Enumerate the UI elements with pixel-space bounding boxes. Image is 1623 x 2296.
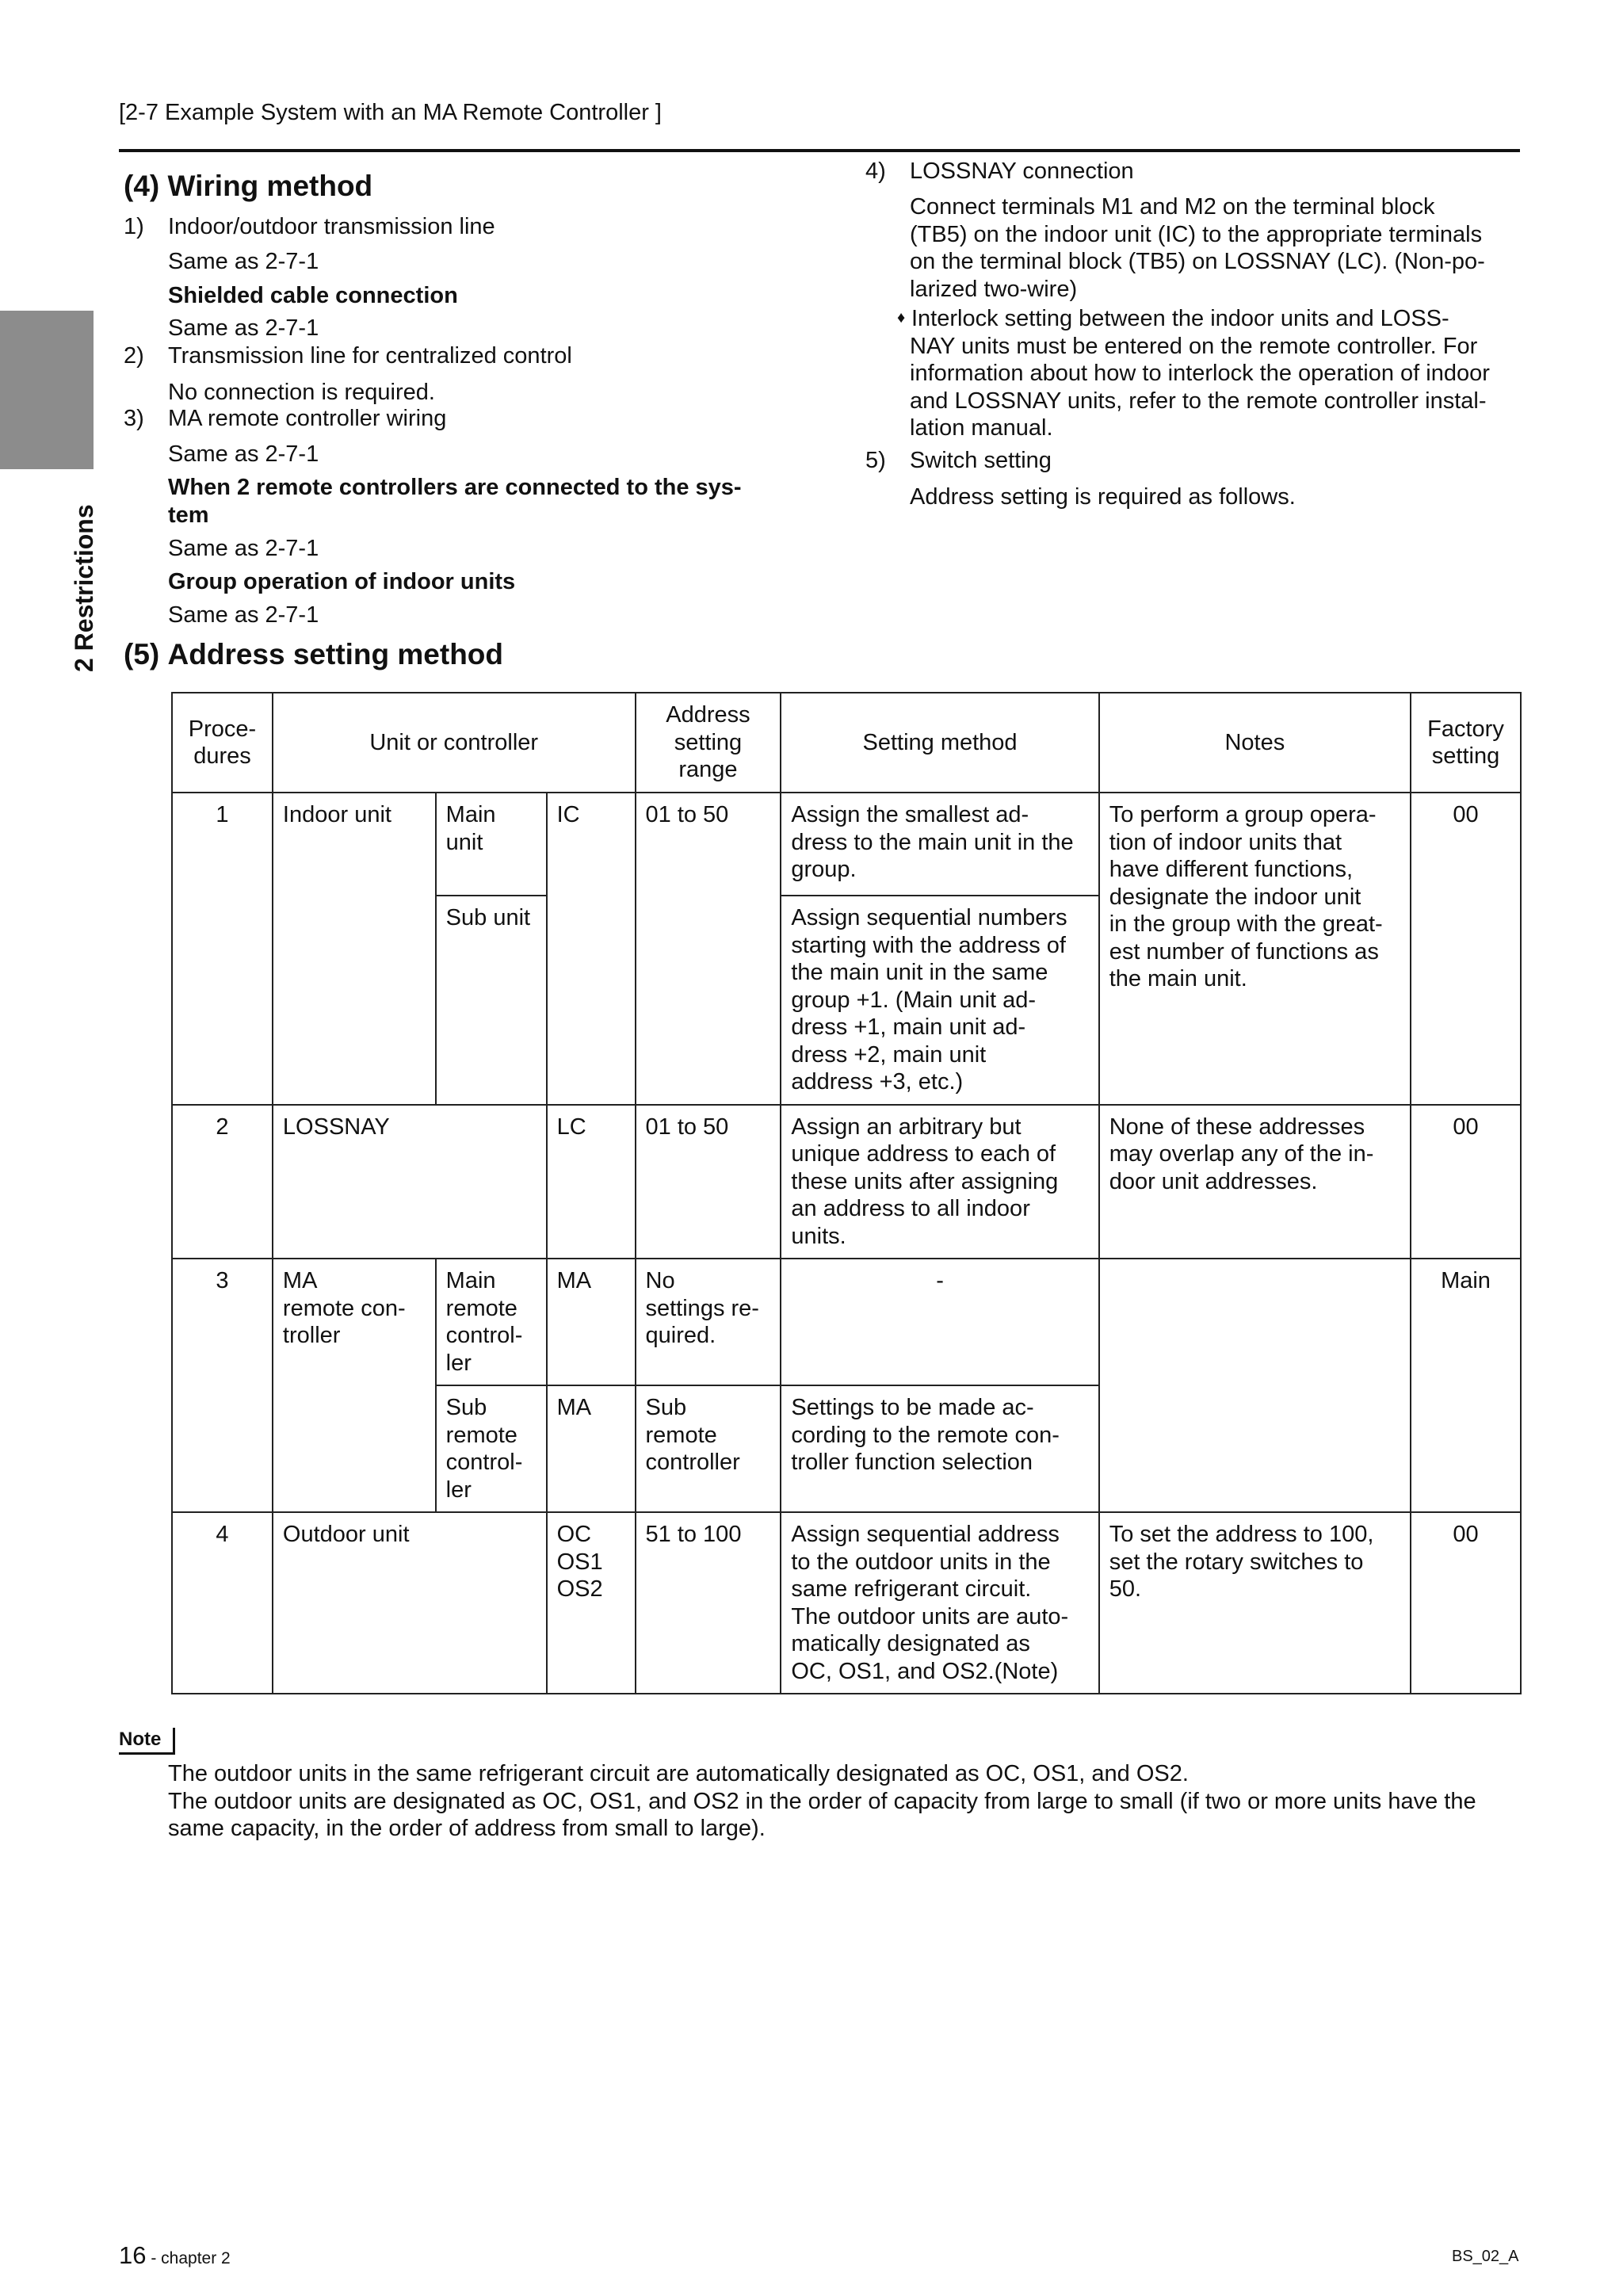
list-item <box>865 158 1523 185</box>
list-item <box>124 213 837 240</box>
list-item-text: LOSSNAY connection <box>910 159 1134 184</box>
note-text <box>168 1760 1523 1843</box>
page-footer <box>119 2241 231 2270</box>
subheading-group-operation: Group operation of indoor units <box>168 569 516 594</box>
cell-notes <box>1099 1259 1411 1512</box>
cell-range: 01 to 50 <box>636 1105 781 1259</box>
page-number: 16 <box>119 2241 147 2269</box>
cell-unit: MA remote con- troller <box>273 1259 436 1512</box>
cell-method: Settings to be made ac- cording to the remote con- troller function selection <box>781 1385 1098 1512</box>
switch-setting-text: Address setting is required as follows. <box>910 484 1296 510</box>
note-line: The outdoor units in the same refrigerant circuit are automatically designated as OC, OS1, and OS2. <box>168 1761 1189 1786</box>
list-item <box>124 342 837 369</box>
note-line: The outdoor units are designated as OC, OS1, and OS2 in the order of capacity from large to small (if two or more units have the same capacity, in the order of address from small to large). <box>168 1788 1476 1841</box>
paragraph-line: (TB5) on the indoor unit (IC) to the appropriate terminals <box>910 221 1483 247</box>
cell-method: Assign sequential numbers starting with the address of the main unit in the same group +1. (Main unit ad- dress +1, main unit ad- dress +2, main unit address +3, etc.) <box>781 896 1098 1105</box>
wiring-heading-title: Wiring method <box>167 170 373 202</box>
cell-factory: 00 <box>1411 1512 1521 1694</box>
side-tab-marker <box>0 311 94 469</box>
list-item-text: Switch setting <box>910 448 1052 473</box>
lossnay-paragraph <box>910 193 1528 303</box>
cell-proc: 3 <box>172 1259 273 1512</box>
list-item-text: MA remote controller wiring <box>168 406 447 431</box>
address-heading-title: Address setting method <box>167 638 504 670</box>
paragraph-line: and LOSSNAY units, refer to the remote controller instal- <box>910 388 1487 414</box>
cell-code: OC OS1 OS2 <box>547 1512 636 1694</box>
cell-notes: None of these addresses may overlap any of the in- door unit addresses. <box>1099 1105 1411 1259</box>
paragraph-line: Connect terminals M1 and M2 on the terminal block <box>910 194 1435 220</box>
no-connection-text: No connection is required. <box>168 380 435 405</box>
address-table <box>171 692 1522 1694</box>
cell-code: MA <box>547 1259 636 1385</box>
col-header-procedures: Proce- dures <box>172 693 273 793</box>
col-header-unit: Unit or controller <box>273 693 636 793</box>
cell-range: 01 to 50 <box>636 793 781 1105</box>
list-item-number: 4) <box>865 159 886 184</box>
list-item-text: Transmission line for centralized control <box>168 343 572 369</box>
list-item-text: Indoor/outdoor transmission line <box>168 214 495 239</box>
cell-proc: 4 <box>172 1512 273 1694</box>
breadcrumb: [2-7 Example System with an MA Remote Controller ] <box>119 100 662 125</box>
footer-chapter: chapter 2 <box>161 2249 231 2267</box>
col-header-factory: Factory setting <box>1411 693 1521 793</box>
subheading-two-remote-controllers: When 2 remote controllers are connected to the sys- <box>168 475 742 500</box>
paragraph-line: on the terminal block (TB5) on LOSSNAY (LC). (Non-po- <box>910 249 1485 274</box>
table-row <box>172 1259 1521 1385</box>
same-as-text: Same as 2-7-1 <box>168 602 319 628</box>
list-item-number: 1) <box>124 214 144 239</box>
cell-subunit: Sub unit <box>436 896 547 1105</box>
wiring-heading-number: (4) <box>124 170 160 202</box>
list-item <box>865 447 1523 474</box>
side-tab-label: 2 Restrictions <box>70 504 98 672</box>
subheading-shielded: Shielded cable connection <box>168 283 458 308</box>
cell-subunit: Main unit <box>436 793 547 896</box>
cell-notes: To perform a group opera- tion of indoor units that have different functions, designate the indoor unit in the group with the great- est number of functions as the main unit. <box>1099 793 1411 1105</box>
same-as-text: Same as 2-7-1 <box>168 536 319 561</box>
cell-unit: Indoor unit <box>273 793 436 1105</box>
list-item-number: 3) <box>124 406 144 431</box>
list-item-number: 5) <box>865 448 886 473</box>
col-header-range: Address setting range <box>636 693 781 793</box>
same-as-text: Same as 2-7-1 <box>168 441 319 467</box>
table-header-row <box>172 693 1521 793</box>
paragraph-line: lation manual. <box>910 415 1053 441</box>
cell-method: Assign an arbitrary but unique address to each of these units after assigning an address to all indoor units. <box>781 1105 1098 1259</box>
table-row <box>172 1512 1521 1694</box>
cell-subunit: Sub remote control- ler <box>436 1385 547 1512</box>
interlock-paragraph <box>911 305 1529 442</box>
cell-factory: 00 <box>1411 793 1521 1105</box>
cell-factory: 00 <box>1411 1105 1521 1259</box>
cell-code: LC <box>547 1105 636 1259</box>
cell-method: Assign sequential address to the outdoor units in the same refrigerant circuit. The outdoor units are auto- matically designated as OC, OS1, and OS2.(Note) <box>781 1512 1098 1694</box>
col-header-notes: Notes <box>1099 693 1411 793</box>
paragraph-line: Interlock setting between the indoor units and LOSS- <box>911 306 1449 331</box>
cell-range: No settings re- quired. <box>636 1259 781 1385</box>
cell-code: IC <box>547 793 636 1105</box>
cell-factory: Main <box>1411 1259 1521 1512</box>
col-header-method: Setting method <box>781 693 1098 793</box>
cell-notes: To set the address to 100, set the rotary switches to 50. <box>1099 1512 1411 1694</box>
address-heading-number: (5) <box>124 638 160 670</box>
paragraph-line: information about how to interlock the operation of indoor <box>910 361 1490 386</box>
paragraph-line: NAY units must be entered on the remote controller. For <box>910 333 1478 359</box>
wiring-heading <box>124 170 372 203</box>
cell-method: Assign the smallest ad- dress to the main unit in the group. <box>781 793 1098 896</box>
cell-range: 51 to 100 <box>636 1512 781 1694</box>
header-rule <box>119 149 1520 152</box>
note-label: Note <box>119 1729 162 1750</box>
cell-code: MA <box>547 1385 636 1512</box>
bullet-diamond-icon: ♦ <box>897 309 906 327</box>
note-icon <box>119 1728 178 1755</box>
same-as-text: Same as 2-7-1 <box>168 249 319 274</box>
list-item <box>124 405 837 432</box>
document-code: BS_02_A <box>1452 2248 1519 2265</box>
table-row <box>172 793 1521 896</box>
footer-separator: - <box>146 2249 162 2267</box>
list-item-number: 2) <box>124 343 144 369</box>
cell-proc: 1 <box>172 793 273 1105</box>
cell-subunit: Main remote control- ler <box>436 1259 547 1385</box>
paragraph-line: larized two-wire) <box>910 276 1078 302</box>
cell-unit: LOSSNAY <box>273 1105 547 1259</box>
address-heading <box>124 638 503 671</box>
cell-range: Sub remote controller <box>636 1385 781 1512</box>
cell-method: - <box>781 1259 1098 1385</box>
cell-proc: 2 <box>172 1105 273 1259</box>
table-row <box>172 1105 1521 1259</box>
subheading-two-remote-controllers-cont: tem <box>168 502 209 528</box>
cell-unit: Outdoor unit <box>273 1512 547 1694</box>
same-as-text: Same as 2-7-1 <box>168 315 319 341</box>
